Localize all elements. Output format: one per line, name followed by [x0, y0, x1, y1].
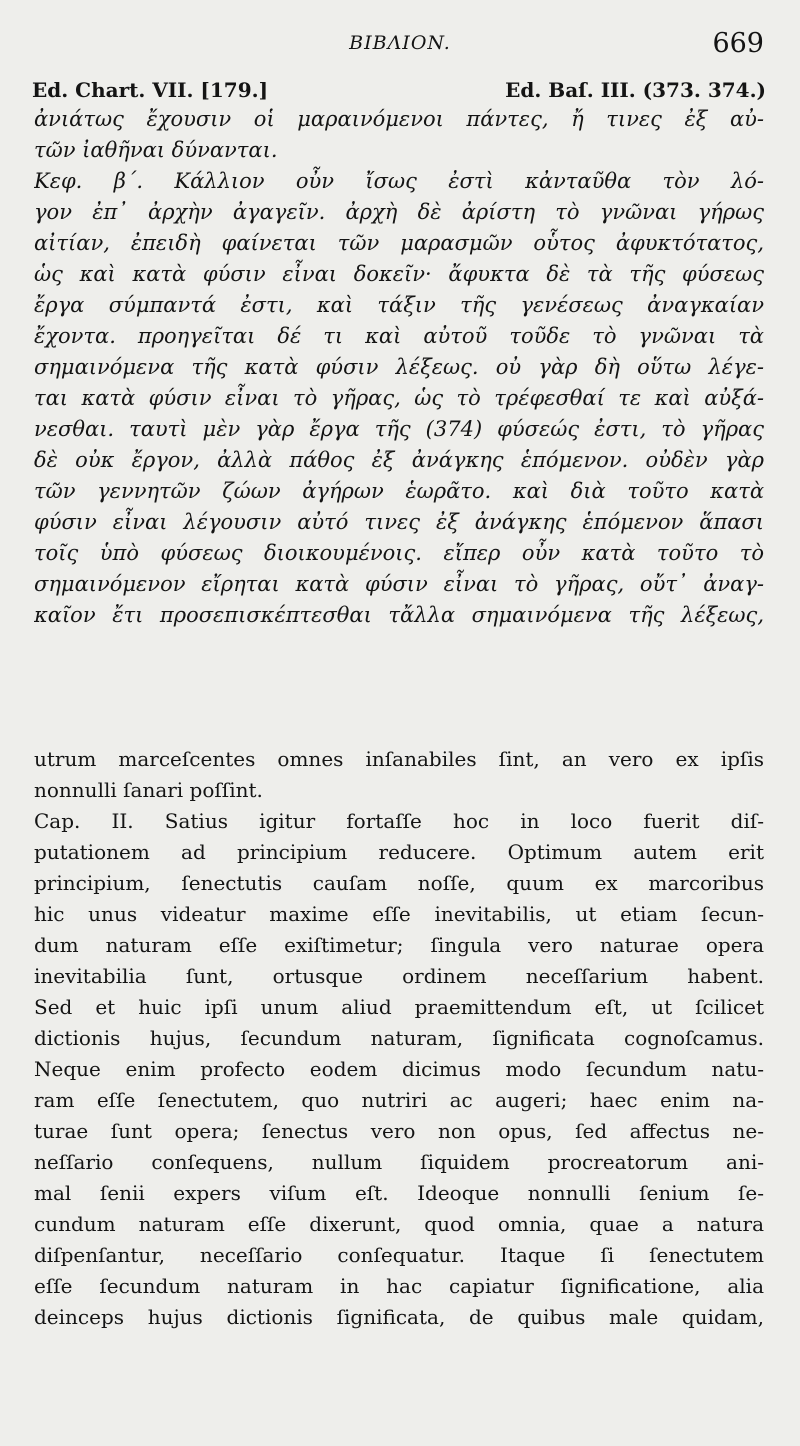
latin-text-line: inevitabilia ſunt, ortusque ordinem neceſſarium habent.: [34, 964, 764, 988]
greek-text-line: καῖον ἔτι προσεπισκέπτεσθαι τἄλλα σημαινόμενα τῆς λέξεως,: [34, 603, 764, 627]
latin-text-line: eſſe ſecundum naturam in hac capiatur ſignificatione, alia: [34, 1274, 764, 1298]
latin-text-line: utrum marceſcentes omnes inſanabiles ſint, an vero ex ipſis: [34, 747, 764, 771]
latin-text-line: Sed et huic ipſi unum aliud praemittendum eſt, ut ſcilicet: [34, 995, 764, 1019]
latin-text-line: nonnulli ſanari poſſint.: [34, 778, 263, 802]
greek-text-line: ται κατὰ φύσιν εἶναι τὸ γῆρας, ὡς τὸ τρέφεσθαί τε καὶ αὐξά-: [34, 386, 764, 410]
greek-text-line: Κεφ. β΄. Κάλλιον οὖν ἴσως ἐστὶ κἀνταῦθα τὸν λό-: [34, 169, 764, 193]
latin-text-line: mal ſenii expers viſum eſt. Ideoque nonnulli ſenium ſe-: [34, 1181, 764, 1205]
latin-text-block: [34, 744, 764, 1333]
latin-text-line: hic unus videatur maxime eſſe inevitabilis, ut etiam ſecun-: [34, 902, 764, 926]
greek-text-line: σημαινόμενον εἴρηται κατὰ φύσιν εἶναι τὸ γῆρας, οὔτ᾽ ἀναγ-: [34, 572, 764, 596]
latin-text-line: dictionis hujus, ſecundum naturam, ſignificata cognoſcamus.: [34, 1026, 764, 1050]
latin-text-line: neſſario conſequens, nullum ſiquidem procreatorum ani-: [34, 1150, 764, 1174]
greek-text-line: ἔργα σύμπαντά ἐστι, καὶ τάξιν τῆς γενέσεως ἀναγκαίαν: [34, 293, 764, 317]
running-head: [30, 30, 770, 64]
latin-text-line: ram eſſe ſenectutem, quo nutriri ac augeri; haec enim na-: [34, 1088, 764, 1112]
latin-text-line: cundum naturam eſſe dixerunt, quod omnia, quae a natura: [34, 1212, 764, 1236]
edition-reference-right: Ed. Baſ. III. (373. 374.): [505, 78, 766, 102]
greek-text-line: τῶν γεννητῶν ζώων ἀγήρων ἑωρᾶτο. καὶ διὰ τοῦτο κατὰ: [34, 479, 764, 503]
greek-text-line: σημαινόμενα τῆς κατὰ φύσιν λέξεως. οὐ γὰρ δὴ οὕτω λέγε-: [34, 355, 764, 379]
latin-text-line: Neque enim profecto eodem dicimus modo ſecundum natu-: [34, 1057, 764, 1081]
latin-text-line: dum naturam eſſe exiſtimetur; ſingula vero naturae opera: [34, 933, 764, 957]
latin-text-line: Cap. II. Satius igitur fortaſſe hoc in loco fuerit diſ-: [34, 809, 764, 833]
greek-text-block: [34, 104, 764, 631]
greek-text-line: αἰτίαν, ἐπειδὴ φαίνεται τῶν μαρασμῶν οὗτος ἀφυκτότατος,: [34, 231, 764, 255]
latin-text-line: deinceps hujus dictionis ſignificata, de quibus male quidam,: [34, 1305, 764, 1329]
greek-text-line: νεσθαι. ταυτὶ μὲν γὰρ ἔργα τῆς (374) φύσεώς ἐστι, τὸ γῆρας: [34, 417, 764, 441]
greek-text-line: γον ἐπ᾽ ἀρχὴν ἀγαγεῖν. ἀρχὴ δὲ ἀρίστη τὸ γνῶναι γήρως: [34, 200, 764, 224]
latin-text-line: putationem ad principium reducere. Optimum autem erit: [34, 840, 764, 864]
greek-text-line: τοῖς ὑπὸ φύσεως διοικουμένοις. εἴπερ οὖν κατὰ τοῦτο τὸ: [34, 541, 764, 565]
greek-text-line: ὡς καὶ κατὰ φύσιν εἶναι δοκεῖν· ἄφυκτα δὲ τὰ τῆς φύσεως: [34, 262, 764, 286]
greek-text-line: τῶν ἰαθῆναι δύνανται.: [34, 138, 278, 162]
greek-text-line: ἀνιάτως ἔχουσιν οἱ μαραινόμενοι πάντες, ἤ τινες ἐξ αὐ-: [34, 107, 764, 131]
latin-text-line: turae ſunt opera; ſenectus vero non opus, ſed affectus ne-: [34, 1119, 764, 1143]
page-number: 669: [712, 28, 764, 59]
latin-text-line: principium, ſenectutis cauſam noſſe, quum ex marcoribus: [34, 871, 764, 895]
latin-text-line: diſpenſantur, neceſſario conſequatur. Itaque ſi ſenectutem: [34, 1243, 764, 1267]
running-title: BIBΛION.: [349, 32, 451, 54]
edition-reference-left: Ed. Chart. VII. [179.]: [32, 78, 269, 102]
greek-text-line: δὲ οὐκ ἔργον, ἀλλὰ πάθος ἐξ ἀνάγκης ἑπόμενον. οὐδὲν γὰρ: [34, 448, 764, 472]
greek-text-line: ἔχοντα. προηγεῖται δέ τι καὶ αὐτοῦ τοῦδε τὸ γνῶναι τὰ: [34, 324, 764, 348]
greek-text-line: φύσιν εἶναι λέγουσιν αὐτό τινες ἐξ ἀνάγκης ἑπόμενον ἅπασι: [34, 510, 764, 534]
